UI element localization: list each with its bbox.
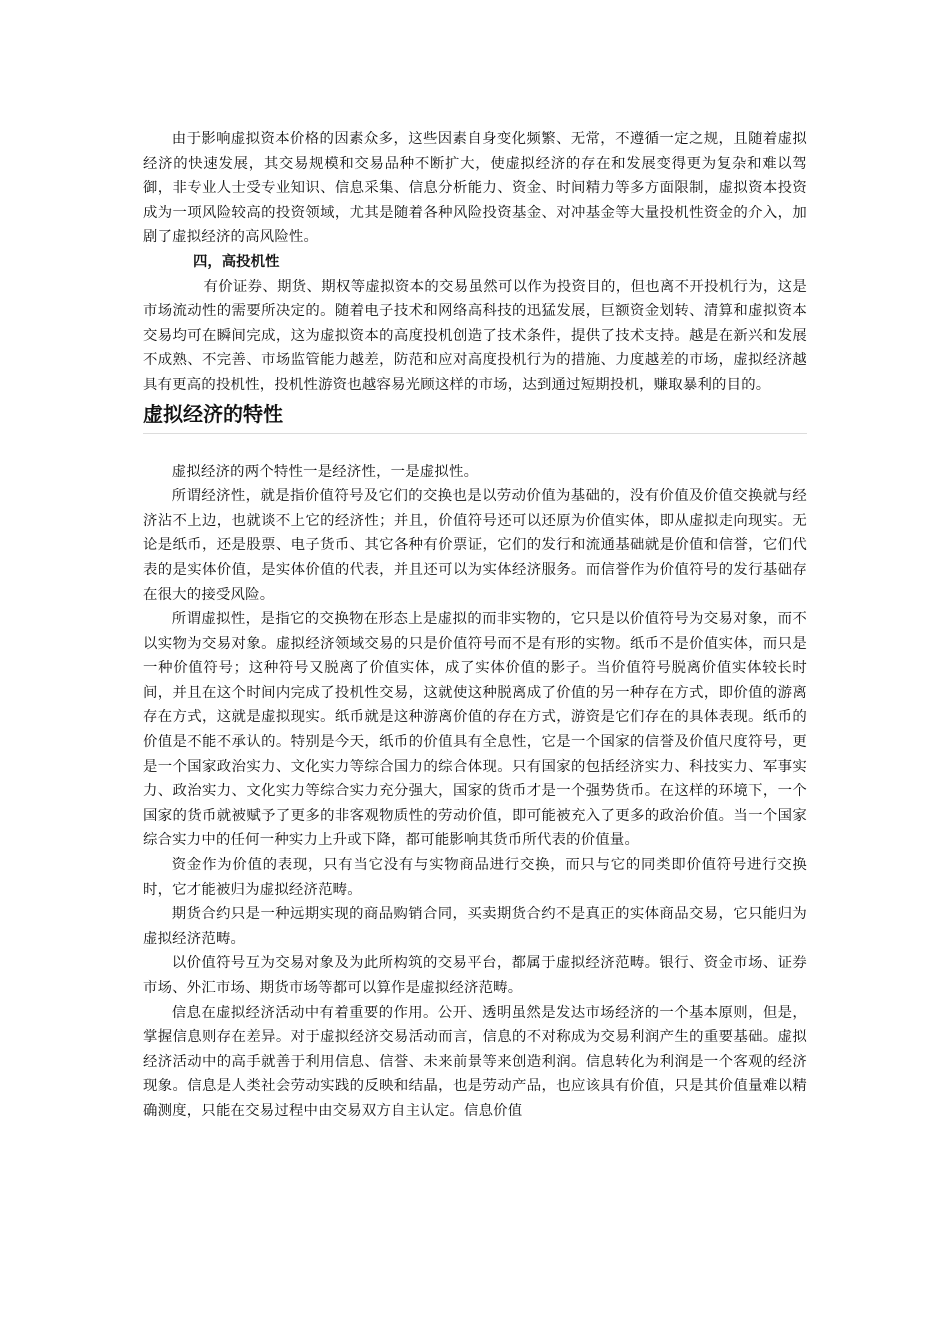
subheading-high-speculation: 四，高投机性 — [193, 253, 280, 270]
paragraph-two-features: 虚拟经济的两个特性一是经济性，一是虚拟性。 — [171, 463, 479, 480]
paragraph-futures: 期货合约只是一种远期实现的商品购销合同，买卖期货合约不是真正的实体商品交易，它只能归为虚拟经济范畴。 — [143, 906, 807, 947]
paragraph-virtual-nature: 所谓虚拟性，是指它的交换物在形态上是虚拟的而非实物的，它只是以价值符号为交易对象，而不以实物为交易对象。虚拟经济领域交易的只是价值符号而不是有形的实物。纸币不是价值实体，而只是一种价值符号；这种符号又脱离了价值实体，成了实体价值的影子。当价值符号脱离价值实体较长时间，并且在这个时间内完成了投机性交易，这就使这种脱离成了价值的另一种存在方式，即价值的游离存在方式，这就是虚拟现实。纸币就是这种游离价值的存在方式，游资是它们存在的具体表现。纸币的价值是不能不承认的。特别是今天，纸币的价值具有全息性，它是一个国家的信誉及价值尺度符号，更是一个国家政治实力、文化实力等综合国力的综合体现。只有国家的包括经济实力、科技实力、军事实力、政治实力、文化实力等综合实力充分强大，国家的货币才是一个强势货币。在这样的环境下，一个国家的货币就被赋予了更多的非客观物质性的劳动价值，即可能被充入了更多的政治价值。当一个国家综合实力中的任何一种实力上升或下降，都可能影响其货币所代表的价值量。 — [143, 611, 807, 849]
paragraph-economic-nature: 所谓经济性，就是指价值符号及它们的交换也是以劳动价值为基础的，没有价值及价值交换就与经济沾不上边，也就谈不上它的经济性；并且，价值符号还可以还原为价值实体，即从虚拟走向现实。无论是纸币，还是股票、电子货币、其它各种有价票证，它们的发行和流通基础就是价值和信誉，它们代表的是实体价值，是实体价值的代表，并且还可以为实体经济服务。而信誉作为价值符号的发行基础存在很大的接受风险。 — [143, 488, 807, 603]
paragraph-high-risk: 由于影响虚拟资本价格的因素众多，这些因素自身变化频繁、无常，不遵循一定之规，且随着虚拟经济的快速发展，其交易规模和交易品种不断扩大，使虚拟经济的存在和发展变得更为复杂和难以驾御，非专业人士受专业知识、信息采集、信息分析能力、资金、时间精力等多方面限制，虚拟资本投资成为一项风险较高的投资领域，尤其是随着各种风险投资基金、对冲基金等大量投机性资金的介入，加剧了虚拟经济的高风险性。 — [143, 131, 807, 246]
section-title: 虚拟经济的特性 — [143, 399, 807, 434]
paragraph-speculation: 有价证券、期货、期权等虚拟资本的交易虽然可以作为投资目的，但也离不开投机行为，这是市场流动性的需要所决定的。随着电子技术和网络高科技的迅猛发展，巨额资金划转、清算和虚拟资本交易均可在瞬间完成，这为虚拟资本的高度投机创造了技术条件，提供了技术支持。越是在新兴和发展不成熟、不完善、市场监管能力越差，防范和应对高度投机行为的措施、力度越差的市场，虚拟经济越具有更高的投机性，投机性游资也越容易光顾这样的市场，达到通过短期投机，赚取暴利的目的。 — [143, 278, 807, 393]
paragraph-value-symbols: 以价值符号互为交易对象及为此所构筑的交易平台，都属于虚拟经济范畴。银行、资金市场、证券市场、外汇市场、期货市场等都可以算作是虚拟经济范畴。 — [143, 955, 807, 996]
paragraph-capital: 资金作为价值的表现，只有当它没有与实物商品进行交换，而只与它的同类即价值符号进行交换时，它才能被归为虚拟经济范畴。 — [143, 857, 807, 898]
paragraph-information: 信息在虚拟经济活动中有着重要的作用。公开、透明虽然是发达市场经济的一个基本原则，但是，掌握信息则存在差异。对于虚拟经济交易活动而言，信息的不对称成为交易利润产生的重要基础。虚拟经济活动中的高手就善于利用信息、信誉、未来前景等来创造利润。信息转化为利润是一个客观的经济现象。信息是人类社会劳动实践的反映和结晶，也是劳动产品，也应该具有价值，只是其价值量难以精确测度，只能在交易过程中由交易双方自主认定。信息价值 — [143, 1004, 807, 1119]
document-body — [143, 127, 807, 1124]
